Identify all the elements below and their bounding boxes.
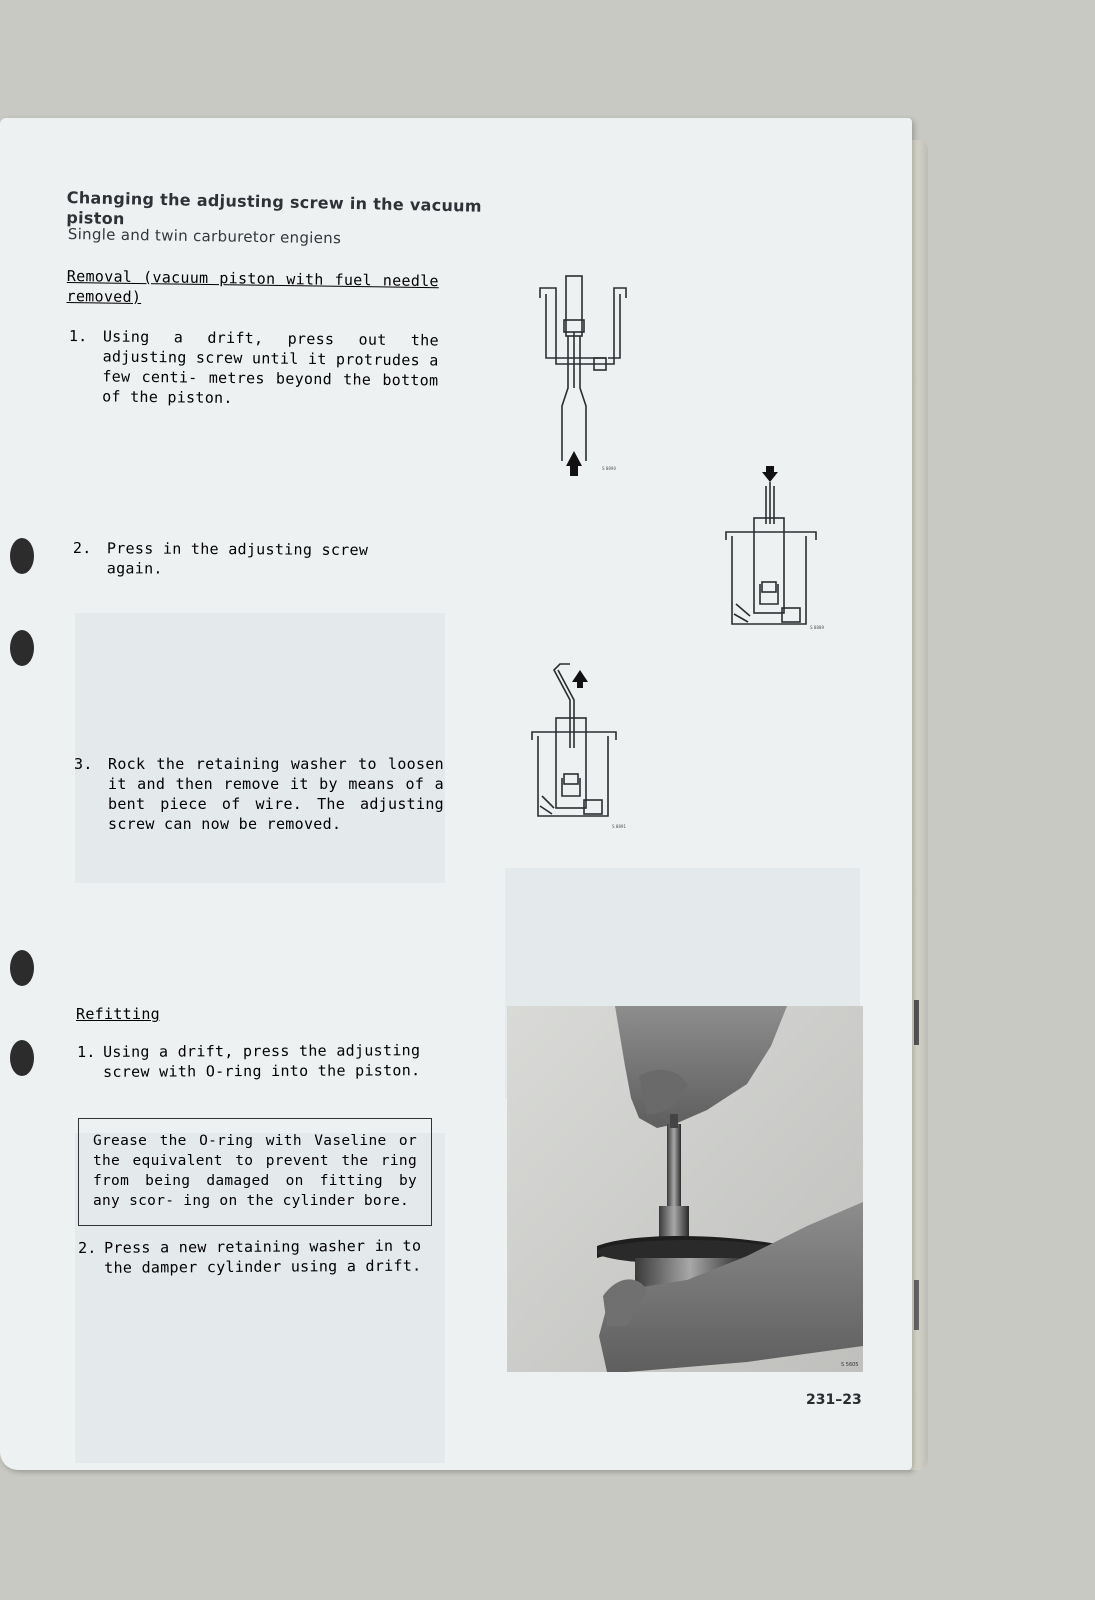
step-number: 1.: [77, 1042, 96, 1061]
figure-label: S 8889: [810, 625, 824, 630]
step-text: Using a drift, press the adjusting screw with O-ring into the piston.: [103, 1041, 421, 1081]
page-subtitle: Single and twin carburetor engiens: [67, 224, 342, 248]
removal-step-3: [74, 754, 444, 834]
page-title: Changing the adjusting screw in the vacuum piston: [66, 188, 483, 229]
step-text: Press in the adjusting screw again.: [106, 539, 369, 578]
photo-refitting-screw: [507, 1006, 863, 1372]
note-box: [78, 1118, 432, 1226]
arrow-down-icon: [762, 466, 778, 482]
figure-label: S 8891: [612, 824, 626, 829]
note-text: Grease the O-ring with Vaseline or the equivalent to prevent the ring from being damaged on fitting by any scor- ing on the cylinder bore.: [93, 1133, 417, 1209]
show-through-block: [75, 613, 445, 883]
photo-label: S 5605: [841, 1362, 859, 1368]
step-number: 1.: [68, 326, 88, 346]
refitting-step-1: [77, 1040, 447, 1082]
figure-remove-washer: [530, 660, 630, 830]
section-tab-marker-lower: [914, 1000, 919, 1045]
step-number: 2.: [78, 1238, 97, 1257]
binder-hole: [10, 950, 34, 986]
binder-hole: [10, 538, 34, 574]
binder-hole: [10, 1040, 34, 1076]
arrow-up-icon: [572, 670, 588, 688]
page-number: 231–23: [806, 1392, 862, 1408]
step-number: 3.: [74, 755, 93, 773]
figure-press-in-screw: [724, 464, 824, 634]
step-number: 2.: [72, 539, 92, 558]
section-tab-marker-bottom: [914, 1280, 919, 1330]
removal-step-1: [68, 326, 439, 411]
figure-press-out-screw: [536, 276, 636, 476]
step-text: Using a drift, press out the adjusting screw until it protrudes a few centi- metres beyond the bottom of the piston.: [102, 327, 439, 408]
binder-hole: [10, 630, 34, 666]
step-text: Press a new retaining washer in to the damper cylinder using a drift.: [104, 1236, 422, 1277]
refitting-heading: Refitting: [76, 1005, 160, 1023]
refitting-step-2: [78, 1235, 448, 1278]
arrow-up-icon: [566, 451, 582, 476]
removal-step-2: [73, 538, 433, 581]
removal-heading: Removal (vacuum piston with fuel needle removed): [66, 266, 439, 307]
step-text: Rock the retaining washer to loosen it and then remove it by means of a bent piece of wire. The adjusting screw can now be removed.: [108, 755, 444, 833]
figure-label: S 8890: [602, 466, 616, 471]
